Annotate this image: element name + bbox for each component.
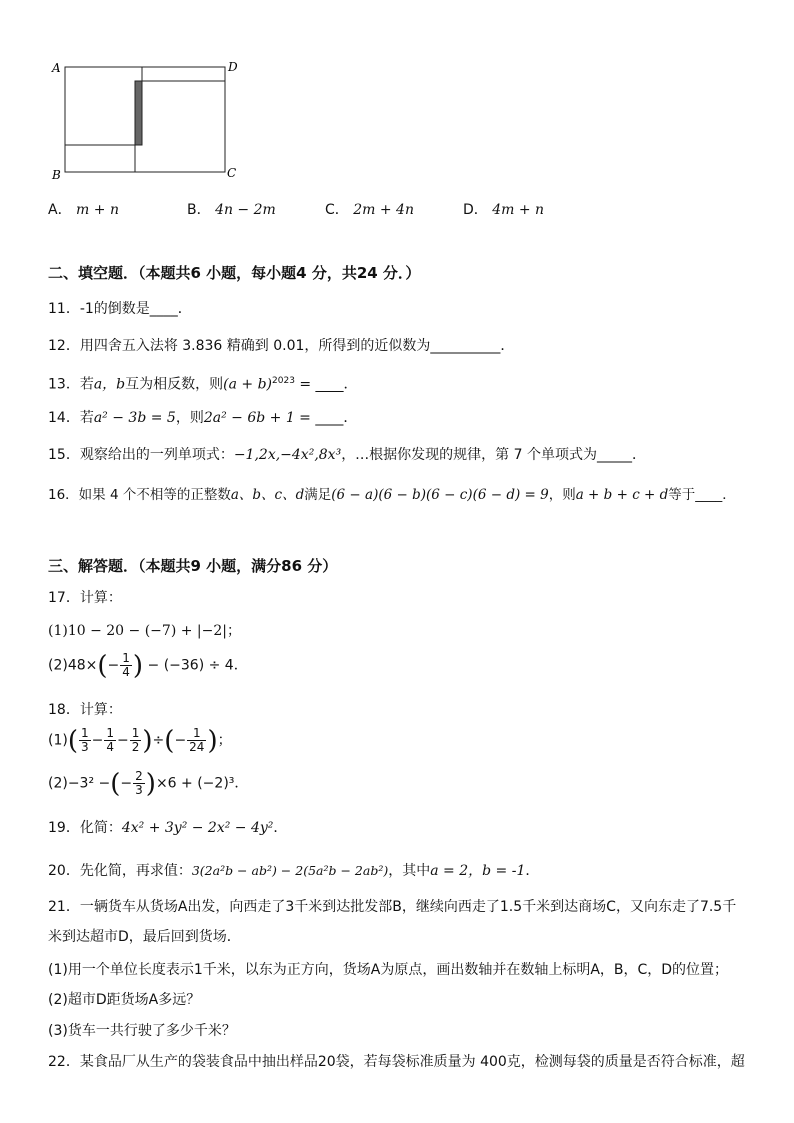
option-d-label: D． — [463, 202, 488, 218]
question-19: 19．化简：4x² + 3y² − 2x² − 4y²． — [48, 820, 288, 836]
label-a: A — [52, 61, 61, 75]
question-11: 11．-1的倒数是____． — [48, 301, 192, 317]
question-17-part-1: (1)10 − 20 − (−7) + |−2|； — [48, 623, 241, 639]
question-13: 13．若a，b互为相反数，则$(a + b)^{2023}$ = ____． — [48, 376, 358, 393]
question-21-line-2: 米到达超市D，最后回到货场． — [48, 929, 241, 945]
question-21-line-1: 21．一辆货车从货场A出发，向西走了3千米到达批发部B，继续向西走了1.5千米到达商场C，又向东走了7.5千 — [48, 899, 737, 915]
outer-rectangle — [65, 67, 225, 172]
question-17-title: 17．计算： — [48, 590, 122, 606]
option-a-text: m + n — [76, 202, 119, 218]
option-a[interactable] — [48, 201, 119, 219]
question-21-part-3: (3)货车一共行驶了多少千米？ — [48, 1023, 236, 1039]
option-b-label: B． — [187, 202, 211, 218]
option-c-text: 2m + 4n — [353, 202, 414, 218]
option-c-label: C． — [325, 202, 349, 218]
question-20: 20．先化简，再求值：3(2a²b − ab²) − 2(5a²b − 2ab²)，其中a = 2，b = -1． — [48, 863, 540, 879]
option-d-text: 4m + n — [492, 202, 545, 218]
question-17-part-2: (2)48×(− $\frac{1}{4}$ ) − (−36) ÷ 4． — [48, 650, 248, 681]
shaded-bar — [135, 81, 142, 145]
question-16: 16．如果 4 个不相等的正整数a、b、c、d满足(6 − a)(6 − b)(6 − c)(6 − d) = 9，则a + b + c + d等于____． — [48, 487, 736, 503]
option-b-text: 4n − 2m — [215, 202, 276, 218]
question-14: 14．若a² − 3b = 5，则2a² − 6b + 1 = ____． — [48, 410, 358, 426]
question-15: 15．观察给出的一列单项式：−1,2x,−4x²,8x³，…根据你发现的规律，第 7 个单项式为_____． — [48, 447, 646, 463]
question-18-part-1: (1)( $\frac{1}{3}$ − $\frac{1}{4}$ − $\frac{1}{2}$ )÷(− $\frac{1}{24}$ )； — [48, 725, 232, 756]
question-21-part-1: (1)用一个单位长度表示1千米，以东为正方向，货场A为原点，画出数轴并在数轴上标明A，B，C，D的位置； — [48, 962, 729, 978]
question-21-part-2: (2)超市D距货场A多远？ — [48, 992, 201, 1008]
label-b: B — [52, 168, 61, 182]
label-c: C — [227, 166, 237, 180]
section-2-title: 二、填空题．（本题共6 小题，每小题4 分，共24 分．） — [48, 264, 421, 282]
label-d: D — [228, 60, 238, 74]
question-22: 22．某食品厂从生产的袋装食品中抽出样品20袋，若每袋标准质量为 400克，检测每袋的质量是否符合标准，超 — [48, 1054, 745, 1070]
question-18-title: 18．计算： — [48, 702, 122, 718]
question-12: 12．用四舍五入法将 3.836 精确到 0.01，所得到的近似数为__________． — [48, 338, 515, 354]
option-a-label: A． — [48, 202, 72, 218]
option-b[interactable] — [187, 201, 276, 219]
option-c[interactable] — [325, 201, 414, 219]
question-18-part-2: (2)−3² −(− $\frac{2}{3}$ )×6 + (−2)³． — [48, 768, 249, 799]
section-3-title: 三、解答题．（本题共9 小题，满分86 分） — [48, 557, 338, 575]
option-d[interactable] — [463, 201, 544, 219]
rectangle-figure — [40, 55, 260, 190]
